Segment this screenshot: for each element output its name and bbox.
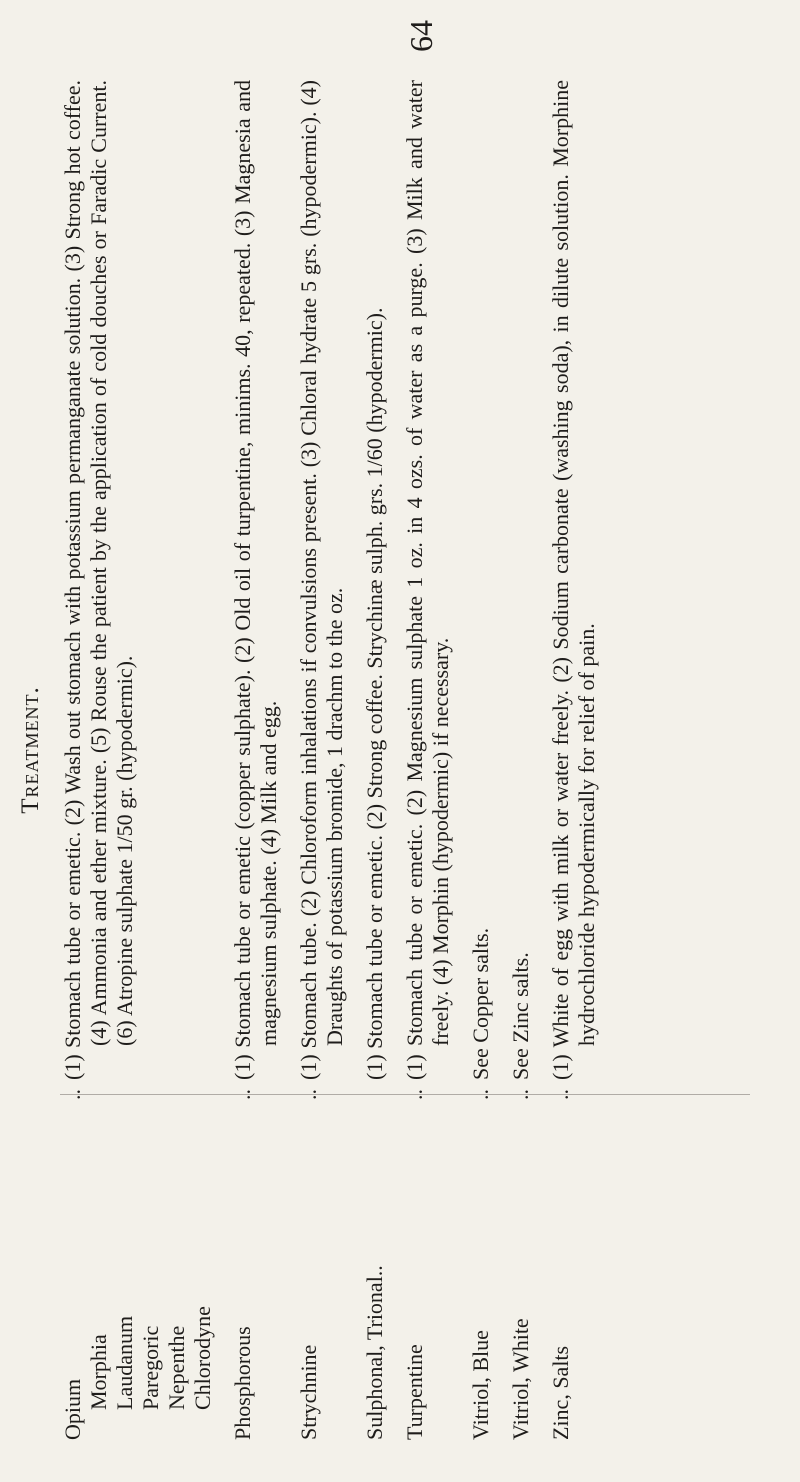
row-gap <box>348 80 362 1440</box>
poison-name: Opium <box>60 1378 85 1440</box>
leader-dots <box>362 1080 388 1100</box>
leader-dots <box>548 1080 600 1100</box>
treatment-text: See Copper salts. <box>468 927 493 1080</box>
leader-dots <box>296 1080 348 1100</box>
poison-name-cell <box>548 1100 600 1440</box>
table-row <box>508 80 534 1440</box>
treatment-cell <box>508 80 534 1080</box>
poison-name: Vitriol, White <box>508 1318 533 1440</box>
poison-name: Paregoric <box>138 1325 163 1410</box>
leader-dots <box>60 1080 216 1100</box>
poison-name-cell <box>508 1100 534 1440</box>
treatment-cell <box>230 80 282 1080</box>
treatment-text: (1) Stomach tube or emetic. (2) Wash out stomach with potassium permanganate solution. (3) Strong hot coffee. (4) Ammonia and ether mixture. (5) Rouse the patient by the application of cold douches or Faradic Current. (6) Atropine sulphate 1/50 gr. (hypodermic). <box>60 80 137 1080</box>
poison-name-cell <box>230 1100 282 1440</box>
poison-name: Sulphonal, Trional.. <box>362 1265 387 1440</box>
treatment-text: See Zinc salts. <box>508 952 533 1080</box>
table-row <box>362 80 388 1440</box>
row-gap <box>534 80 548 1440</box>
poison-name: Turpentine <box>402 1344 427 1440</box>
poison-name-cell <box>468 1100 494 1440</box>
poison-name: Zinc, Salts <box>548 1345 573 1440</box>
poison-name-cell <box>402 1100 454 1440</box>
column-divider <box>60 1094 750 1095</box>
table-row <box>468 80 494 1440</box>
leader-dots <box>508 1080 534 1100</box>
leader-dots <box>402 1080 454 1100</box>
table-row <box>402 80 454 1440</box>
table-row <box>230 80 282 1440</box>
row-gap <box>388 80 402 1440</box>
poison-name: Phosphorous <box>230 1326 255 1440</box>
treatment-text: (1) Stomach tube or emetic. (2) Magnesium sulphate 1 oz. in 4 ozs. of water as a purge. (3) Milk and water freely. (4) Morphin (hypodermic) if necessary. <box>402 80 453 1080</box>
poison-name: Chlorodyne <box>190 1306 215 1410</box>
leader-dots <box>468 1080 494 1100</box>
poison-name-cell <box>296 1100 348 1440</box>
treatment-cell <box>296 80 348 1080</box>
treatment-cell <box>60 80 216 1080</box>
row-gap <box>454 80 468 1440</box>
treatment-text: (1) Stomach tube or emetic (copper sulphate). (2) Old oil of turpentine, minims. 40, repeated. (3) Magnesia and magnesium sulphate. (4) Milk and egg. <box>230 80 281 1080</box>
poison-name: Morphia <box>86 1334 111 1410</box>
poison-name-cell <box>362 1100 388 1440</box>
row-gap <box>494 80 508 1440</box>
treatment-text: (1) Stomach tube or emetic. (2) Strong coffee. Strychinæ sulph. grs. 1/60 (hypodermic). <box>362 307 387 1080</box>
treatment-cell <box>402 80 454 1080</box>
treatment-cell <box>362 80 388 1080</box>
treatment-text: (1) Stomach tube. (2) Chloroform inhalations if convulsions present. (3) Chloral hydrate 5 grs. (hypodermic). (4) Draughts of potassium bromide, 1 drachm to the oz. <box>296 80 347 1080</box>
poison-name: Laudanum <box>112 1315 137 1410</box>
page-title: Treatment. <box>17 686 44 814</box>
poison-treatment-table <box>60 80 760 1440</box>
table-row <box>548 80 600 1440</box>
leader-dots <box>230 1080 282 1100</box>
treatment-cell <box>548 80 600 1080</box>
table-body <box>60 80 600 1440</box>
poison-name: Strychnine <box>296 1344 321 1440</box>
poison-name: Nepenthe <box>164 1325 189 1410</box>
treatment-cell <box>468 80 494 1080</box>
row-gap <box>282 80 296 1440</box>
page-number: 64 <box>403 20 439 52</box>
row-gap <box>216 80 230 1440</box>
poison-name-cell <box>60 1100 216 1440</box>
poison-name: Vitriol, Blue <box>468 1330 493 1440</box>
table-row <box>60 80 216 1440</box>
table-row <box>296 80 348 1440</box>
treatment-text: (1) White of egg with milk or water freely. (2) Sodium carbonate (washing soda), in dilute solution. Morphine hydrochloride hypodermically for relief of pain. <box>548 80 599 1080</box>
